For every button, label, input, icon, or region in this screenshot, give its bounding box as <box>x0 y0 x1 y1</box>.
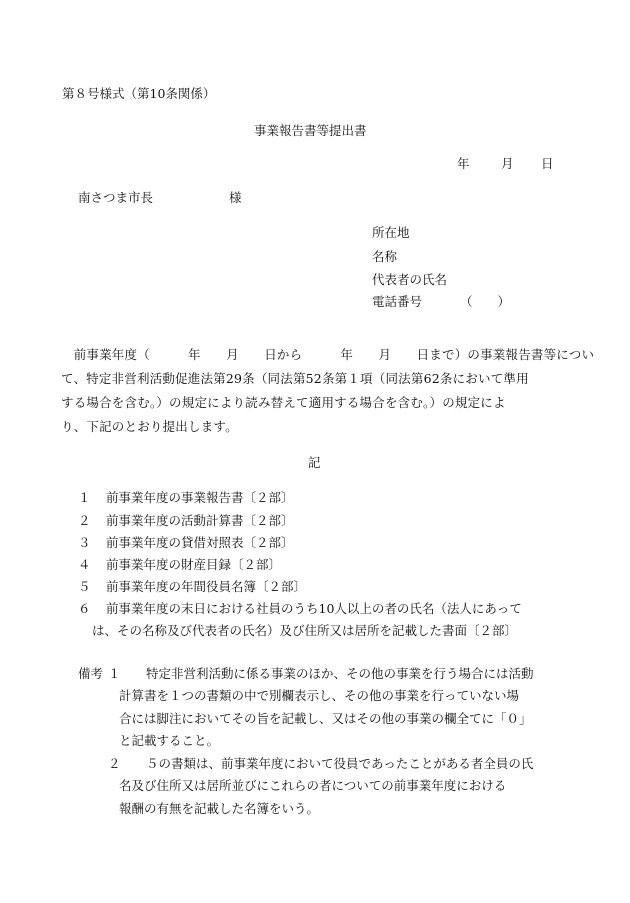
remark-2-number: ２ <box>108 756 121 771</box>
body-line: 前事業年度（ 年 月 日から 年 月 日まで）の事業報告書等につい <box>61 347 595 362</box>
list-item <box>78 577 306 595</box>
item-text: 前事業年度の財産目録〔２部〕 <box>106 557 282 572</box>
ki-heading: 記 <box>308 455 321 470</box>
remark-2-line: 名及び住所又は居所並びにこれらの者についての前事業年度における <box>119 778 507 793</box>
list-item <box>78 599 522 617</box>
remarks-label: 備考 <box>78 666 104 681</box>
item-text: 前事業年度の末日における社員のうち10人以上の者の氏名（法人にあって <box>106 601 522 616</box>
body-paragraph <box>61 343 595 439</box>
document-title: 事業報告書等提出書 <box>254 123 367 138</box>
date-year: 年 <box>457 156 470 171</box>
phone-parentheses: （ ） <box>460 294 511 309</box>
date-month: 月 <box>501 156 514 171</box>
remark-2-line: ５の書類は、前事業年度において役員であったことがある者全員の氏 <box>146 756 534 771</box>
date-day: 日 <box>541 156 554 171</box>
remark-1-line: と記載すること。 <box>119 733 220 748</box>
item-number: ５ <box>78 579 91 594</box>
list-item <box>78 533 294 551</box>
list-item <box>78 488 294 506</box>
item-number: ３ <box>78 535 91 550</box>
list-item <box>78 555 281 573</box>
remark-1-line: 特定非営利活動に係る事業のほか、その他の事業を行う場合には活動 <box>146 666 534 681</box>
phone-label: 電話番号 <box>372 294 423 309</box>
name-label: 名称 <box>372 249 398 264</box>
remark-1-number: １ <box>108 666 121 681</box>
item-6-continuation: は、その名称及び代表者の氏名）及び住所又は居所を記載した書面〔２部〕 <box>92 623 518 638</box>
item-text: 前事業年度の事業報告書〔２部〕 <box>106 490 294 505</box>
addressee-honorific: 様 <box>229 190 242 205</box>
item-number: ６ <box>78 601 91 616</box>
body-line: り、下記のとおり提出します。 <box>61 419 238 434</box>
body-line: て、特定非営利活動促進法第29条（同法第52条第１項（同法第62条において準用 <box>61 371 529 386</box>
list-item <box>78 511 294 529</box>
remark-2-line: 報酬の有無を記載した名簿をいう。 <box>119 801 320 816</box>
body-line: する場合を含む。）の規定により読み替えて適用する場合を含む。）の規定によ <box>61 395 506 410</box>
item-text: 前事業年度の貸借対照表〔２部〕 <box>106 535 294 550</box>
remark-1-line: 計算書を１つの書類の中で別欄表示し、その他の事業を行っていない場 <box>119 688 520 703</box>
item-number: ２ <box>78 513 91 528</box>
item-text: 前事業年度の年間役員名簿〔２部〕 <box>106 579 307 594</box>
item-text: 前事業年度の活動計算書〔２部〕 <box>106 513 294 528</box>
form-label: 第８号様式（第10条関係） <box>62 86 216 101</box>
representative-label: 代表者の氏名 <box>372 272 448 287</box>
address-label: 所在地 <box>372 225 410 240</box>
item-number: ４ <box>78 557 91 572</box>
addressee-name: 南さつま市長 <box>78 190 154 205</box>
item-number: １ <box>78 490 91 505</box>
remark-1-line: 合には脚注においてその旨を記載し、又はその他の事業の欄全てに「０」 <box>119 711 532 726</box>
